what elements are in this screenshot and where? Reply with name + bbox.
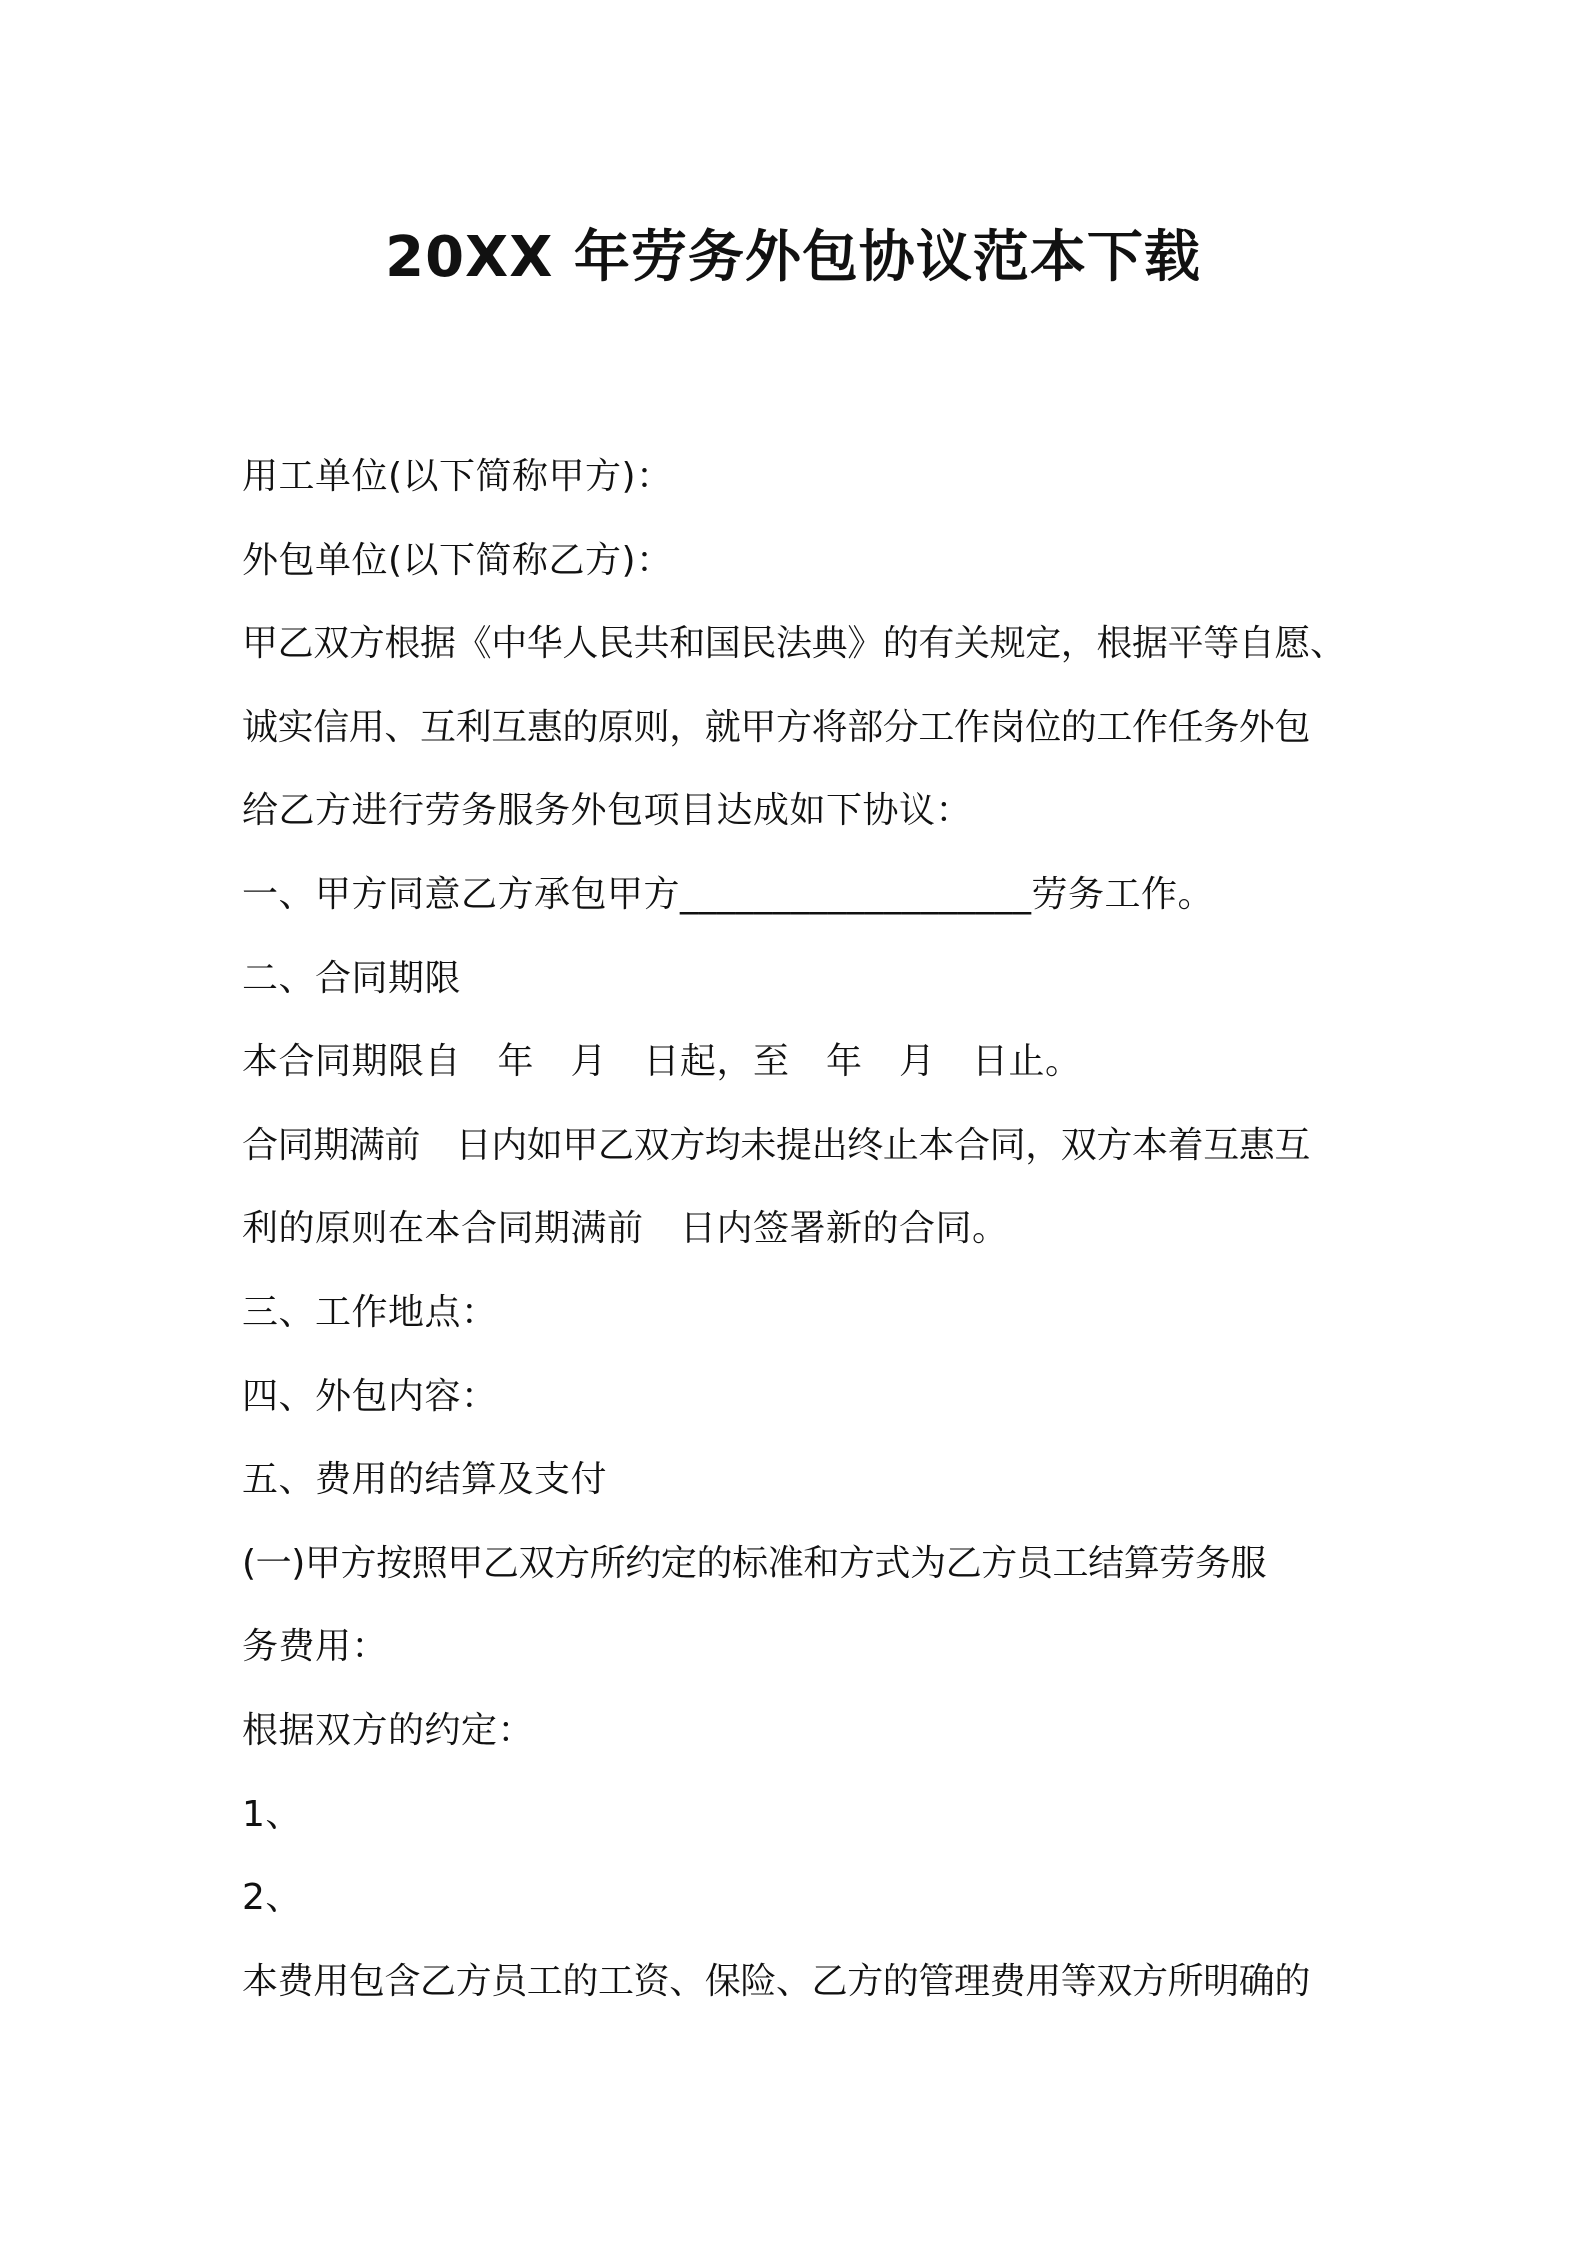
clause-5-heading: 五、费用的结算及支付 bbox=[242, 1459, 608, 1501]
preamble-line-2: 诚实信用、互利互惠的原则，就甲方将部分工作岗位的工作任务外包 bbox=[242, 706, 1311, 748]
settlement-line-1: (一)甲方按照甲乙双方所约定的标准和方式为乙方员工结算劳务服 bbox=[242, 1542, 1267, 1584]
fee-scope-line: 本费用包含乙方员工的工资、保险、乙方的管理费用等双方所明确的 bbox=[242, 1960, 1311, 2002]
document-title: 20XX 年劳务外包协议范本下载 bbox=[385, 225, 1201, 290]
preamble-line-3: 给乙方进行劳务服务外包项目达成如下协议： bbox=[242, 790, 973, 832]
preamble-line-1: 甲乙双方根据《中华人民共和国民法典》的有关规定，根据平等自愿、 bbox=[242, 623, 1346, 665]
clause-2-heading: 二、合同期限 bbox=[242, 957, 462, 999]
document-body bbox=[242, 447, 1362, 2035]
clause-4-heading: 四、外包内容： bbox=[242, 1375, 498, 1417]
renewal-line-2: 利的原则在本合同期满前 日内签署新的合同。 bbox=[242, 1208, 1009, 1250]
list-item-2: 2、 bbox=[242, 1877, 302, 1919]
renewal-line-1: 合同期满前 日内如甲乙双方均未提出终止本合同，双方本着互惠互 bbox=[242, 1124, 1311, 1166]
agreement-basis-line: 根据双方的约定： bbox=[242, 1709, 535, 1751]
list-item-1: 1、 bbox=[242, 1793, 302, 1835]
clause-3-heading: 三、工作地点： bbox=[242, 1291, 498, 1333]
employer-line: 用工单位(以下简称甲方)： bbox=[242, 456, 673, 497]
contractor-line: 外包单位(以下简称乙方)： bbox=[242, 539, 673, 581]
contract-term-line: 本合同期限自 年 月 日起，至 年 月 日止。 bbox=[242, 1041, 1082, 1083]
settlement-line-2: 务费用： bbox=[242, 1626, 389, 1668]
clause-1: 一、甲方同意乙方承包甲方___________________劳务工作。 bbox=[242, 873, 1215, 915]
